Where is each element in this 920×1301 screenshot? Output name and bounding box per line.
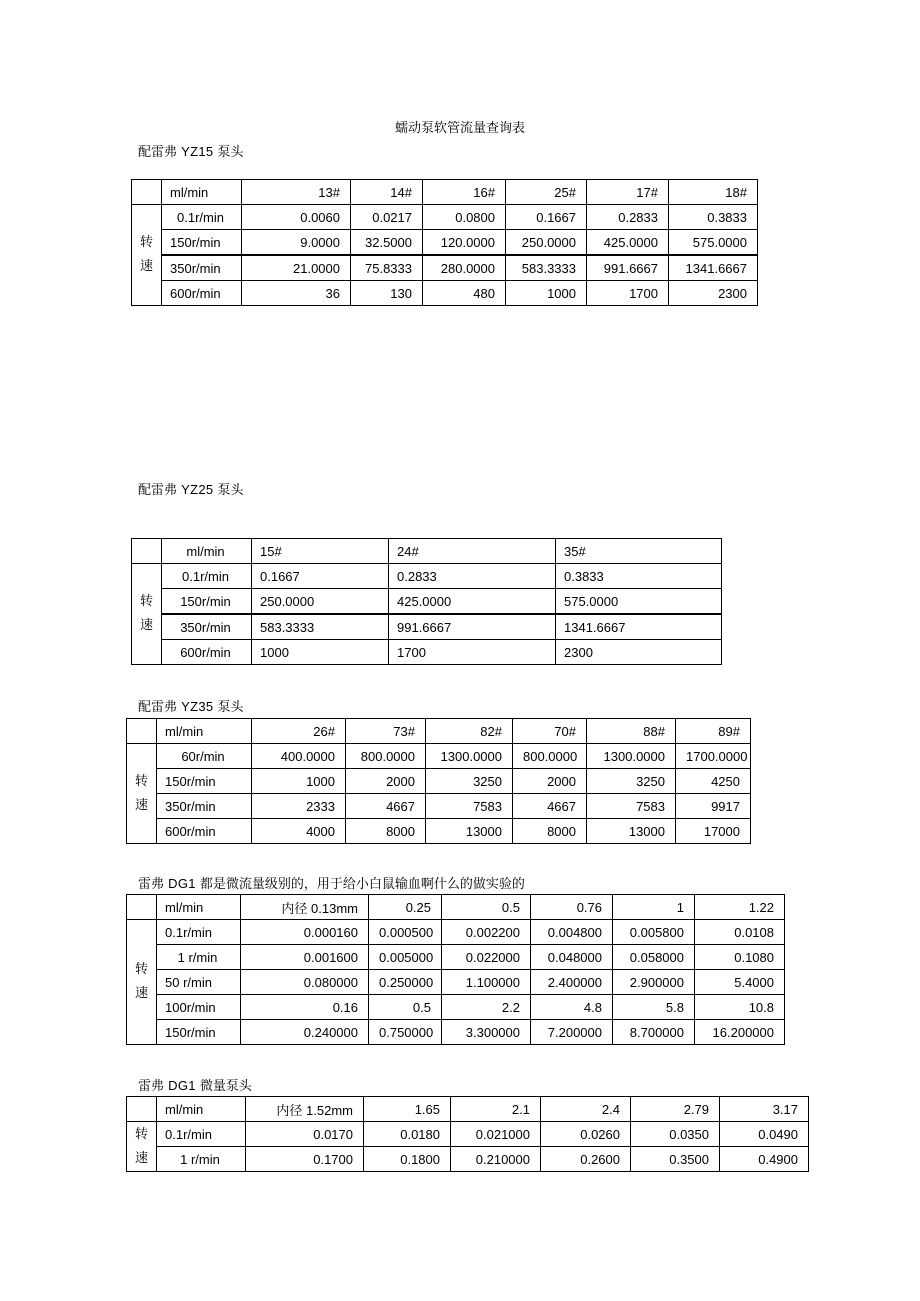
table-cell: 0.0108	[695, 920, 785, 945]
table-row	[132, 589, 722, 615]
speed-side-label: 转 速	[127, 744, 157, 844]
table-cell: 2333	[252, 794, 346, 819]
table-cell: 5.8	[613, 995, 695, 1020]
column-header: 3.17	[720, 1097, 809, 1122]
table-cell: 0.2833	[389, 564, 556, 589]
unit-label: ml/min	[162, 539, 252, 564]
table-cell: 0.002200	[442, 920, 531, 945]
column-header: 17#	[587, 180, 669, 205]
speed-side-label: 转 速	[127, 1122, 157, 1172]
table-cell: 0.1700	[246, 1147, 364, 1172]
table-header-row	[127, 719, 751, 744]
table-cell: 8.700000	[613, 1020, 695, 1045]
table-cell: 9.0000	[242, 230, 351, 256]
section-caption-yz35	[138, 696, 244, 715]
column-header: 2.4	[541, 1097, 631, 1122]
caption-suffix: 泵头	[213, 700, 244, 715]
table-cell: 800.0000	[513, 744, 587, 769]
table-cell: 0.022000	[442, 945, 531, 970]
table-cell: 400.0000	[252, 744, 346, 769]
table-cell: 0.005800	[613, 920, 695, 945]
flow-table-yz15	[131, 179, 758, 306]
table-row	[127, 744, 751, 769]
table-cell: 2000	[513, 769, 587, 794]
column-header: 内径 1.52mm	[246, 1097, 364, 1122]
flow-table-yz35	[126, 718, 751, 844]
flow-table-dg1-micro	[126, 1096, 809, 1172]
table-cell: 2.900000	[613, 970, 695, 995]
table-cell: 2.2	[442, 995, 531, 1020]
table-row	[127, 1020, 785, 1045]
caption-model: YZ35	[181, 699, 214, 714]
column-header: 0.5	[442, 895, 531, 920]
table-cell: 0.004800	[531, 920, 613, 945]
table-row	[132, 614, 722, 640]
caption-prefix: 配雷弗	[138, 483, 182, 498]
table-row	[127, 970, 785, 995]
speed-label: 150r/min	[157, 1020, 241, 1045]
table-cell: 0.240000	[241, 1020, 369, 1045]
speed-label: 0.1r/min	[157, 1122, 246, 1147]
table-cell: 991.6667	[389, 614, 556, 640]
speed-label: 1 r/min	[157, 945, 241, 970]
table-cell: 583.3333	[252, 614, 389, 640]
caption-suffix: 泵头	[213, 483, 244, 498]
table-cell: 9917	[676, 794, 751, 819]
table-cell: 1300.0000	[426, 744, 513, 769]
table-cell: 0.080000	[241, 970, 369, 995]
table-cell: 575.0000	[556, 589, 722, 615]
column-header: 2.79	[631, 1097, 720, 1122]
column-header: 1	[613, 895, 695, 920]
table-cell: 583.3333	[506, 255, 587, 281]
corner-cell	[132, 539, 162, 564]
table-cell: 425.0000	[389, 589, 556, 615]
table-cell: 0.1800	[364, 1147, 451, 1172]
table-cell: 0.0490	[720, 1122, 809, 1147]
unit-label: ml/min	[157, 1097, 246, 1122]
column-header: 1.65	[364, 1097, 451, 1122]
table-cell: 1.100000	[442, 970, 531, 995]
column-header: 35#	[556, 539, 722, 564]
table-cell: 0.021000	[451, 1122, 541, 1147]
table-cell: 7583	[426, 794, 513, 819]
column-header: 89#	[676, 719, 751, 744]
table-cell: 36	[242, 281, 351, 306]
speed-label: 0.1r/min	[162, 205, 242, 230]
table-cell: 10.8	[695, 995, 785, 1020]
table-cell: 4.8	[531, 995, 613, 1020]
speed-side-label: 转 速	[132, 205, 162, 306]
table-row	[127, 769, 751, 794]
table-cell: 8000	[346, 819, 426, 844]
table-cell: 0.000160	[241, 920, 369, 945]
table-cell: 1700	[389, 640, 556, 665]
table-cell: 1700	[587, 281, 669, 306]
table-cell: 8000	[513, 819, 587, 844]
table-cell: 3250	[426, 769, 513, 794]
flow-table-yz25	[131, 538, 722, 665]
unit-label: ml/min	[157, 895, 241, 920]
table-cell: 1000	[252, 640, 389, 665]
page-title: 蠕动泵软管流量查询表	[394, 121, 525, 136]
table-cell: 0.3833	[556, 564, 722, 589]
table-cell: 0.5	[369, 995, 442, 1020]
speed-label: 150r/min	[162, 230, 242, 256]
column-header: 73#	[346, 719, 426, 744]
table-cell: 2.400000	[531, 970, 613, 995]
table-cell: 280.0000	[423, 255, 506, 281]
table-cell: 0.1080	[695, 945, 785, 970]
table-row	[127, 920, 785, 945]
section-caption-yz25	[138, 479, 244, 498]
table-cell: 1000	[252, 769, 346, 794]
flow-table-dg1	[126, 894, 785, 1045]
table-cell: 991.6667	[587, 255, 669, 281]
speed-label: 0.1r/min	[162, 564, 252, 589]
table-cell: 0.1667	[506, 205, 587, 230]
table-cell: 0.1667	[252, 564, 389, 589]
table-cell: 0.058000	[613, 945, 695, 970]
speed-side-label: 转 速	[132, 564, 162, 665]
section-caption-yz15	[138, 141, 244, 160]
column-header: 16#	[423, 180, 506, 205]
caption-prefix: 配雷弗	[138, 700, 182, 715]
caption-model: DG1	[168, 1078, 196, 1093]
table-header-row	[127, 895, 785, 920]
table-cell: 3250	[587, 769, 676, 794]
corner-cell	[127, 719, 157, 744]
table-cell: 2300	[669, 281, 758, 306]
column-header: 1.22	[695, 895, 785, 920]
corner-cell	[127, 1097, 157, 1122]
caption-prefix: 配雷弗	[138, 145, 182, 160]
speed-label: 50 r/min	[157, 970, 241, 995]
table-cell: 0.210000	[451, 1147, 541, 1172]
table-cell: 0.0180	[364, 1122, 451, 1147]
speed-label: 350r/min	[162, 614, 252, 640]
column-header: 15#	[252, 539, 389, 564]
table-cell: 13000	[426, 819, 513, 844]
speed-label: 100r/min	[157, 995, 241, 1020]
table-cell: 120.0000	[423, 230, 506, 256]
table-cell: 0.4900	[720, 1147, 809, 1172]
caption-suffix: 都是微流量级别的，用于给小白鼠输血啊什么的做实验的	[195, 877, 525, 892]
table-header-row	[127, 1097, 809, 1122]
table-cell: 17000	[676, 819, 751, 844]
column-header: 14#	[351, 180, 423, 205]
table-cell: 0.0800	[423, 205, 506, 230]
caption-model: YZ15	[181, 144, 214, 159]
column-header: 25#	[506, 180, 587, 205]
table-cell: 1700.0000	[676, 744, 751, 769]
table-cell: 480	[423, 281, 506, 306]
table-cell: 7583	[587, 794, 676, 819]
table-cell: 16.200000	[695, 1020, 785, 1045]
column-header: 18#	[669, 180, 758, 205]
table-row	[132, 640, 722, 665]
speed-label: 350r/min	[162, 255, 242, 281]
speed-label: 600r/min	[157, 819, 252, 844]
column-header: 24#	[389, 539, 556, 564]
column-header: 0.25	[369, 895, 442, 920]
table-cell: 1341.6667	[556, 614, 722, 640]
table-cell: 1000	[506, 281, 587, 306]
table-cell: 0.250000	[369, 970, 442, 995]
table-cell: 0.0170	[246, 1122, 364, 1147]
column-header: 2.1	[451, 1097, 541, 1122]
speed-label: 1 r/min	[157, 1147, 246, 1172]
table-cell: 3.300000	[442, 1020, 531, 1045]
table-cell: 1300.0000	[587, 744, 676, 769]
speed-label: 600r/min	[162, 281, 242, 306]
table-row	[132, 205, 758, 230]
table-cell: 4667	[513, 794, 587, 819]
table-cell: 13000	[587, 819, 676, 844]
table-cell: 0.0260	[541, 1122, 631, 1147]
speed-side-label: 转 速	[127, 920, 157, 1045]
caption-suffix: 泵头	[213, 145, 244, 160]
table-row	[127, 945, 785, 970]
table-row	[127, 995, 785, 1020]
table-cell: 0.001600	[241, 945, 369, 970]
table-cell: 5.4000	[695, 970, 785, 995]
table-cell: 0.2600	[541, 1147, 631, 1172]
table-cell: 1341.6667	[669, 255, 758, 281]
speed-label: 60r/min	[157, 744, 252, 769]
table-row	[132, 281, 758, 306]
table-cell: 4250	[676, 769, 751, 794]
column-header: 内径 0.13mm	[241, 895, 369, 920]
speed-label: 0.1r/min	[157, 920, 241, 945]
table-cell: 4667	[346, 794, 426, 819]
table-cell: 2000	[346, 769, 426, 794]
section-caption-dg1	[138, 873, 525, 892]
table-cell: 4000	[252, 819, 346, 844]
table-cell: 0.3500	[631, 1147, 720, 1172]
table-cell: 2300	[556, 640, 722, 665]
table-row	[132, 255, 758, 281]
caption-model: DG1	[168, 876, 196, 891]
table-cell: 32.5000	[351, 230, 423, 256]
table-row	[132, 230, 758, 256]
column-header: 70#	[513, 719, 587, 744]
unit-label: ml/min	[157, 719, 252, 744]
caption-model: YZ25	[181, 482, 214, 497]
table-cell: 0.048000	[531, 945, 613, 970]
table-cell: 0.005000	[369, 945, 442, 970]
table-row	[127, 1122, 809, 1147]
caption-prefix: 雷弗	[138, 1079, 169, 1094]
speed-label: 600r/min	[162, 640, 252, 665]
caption-suffix: 微量泵头	[195, 1079, 252, 1094]
table-row	[132, 564, 722, 589]
table-cell: 21.0000	[242, 255, 351, 281]
column-header: 88#	[587, 719, 676, 744]
table-row	[127, 794, 751, 819]
corner-cell	[127, 895, 157, 920]
speed-label: 350r/min	[157, 794, 252, 819]
table-row	[127, 819, 751, 844]
column-header: 82#	[426, 719, 513, 744]
table-cell: 7.200000	[531, 1020, 613, 1045]
corner-cell	[132, 180, 162, 205]
column-header: 13#	[242, 180, 351, 205]
table-cell: 250.0000	[506, 230, 587, 256]
table-cell: 0.750000	[369, 1020, 442, 1045]
table-cell: 800.0000	[346, 744, 426, 769]
table-cell: 0.000500	[369, 920, 442, 945]
table-cell: 0.16	[241, 995, 369, 1020]
table-cell: 75.8333	[351, 255, 423, 281]
unit-label: ml/min	[162, 180, 242, 205]
table-cell: 0.0217	[351, 205, 423, 230]
speed-label: 150r/min	[162, 589, 252, 615]
table-cell: 0.2833	[587, 205, 669, 230]
table-row	[127, 1147, 809, 1172]
table-cell: 0.0350	[631, 1122, 720, 1147]
table-cell: 250.0000	[252, 589, 389, 615]
column-header: 0.76	[531, 895, 613, 920]
section-caption-dg1-micro	[138, 1075, 252, 1094]
table-cell: 130	[351, 281, 423, 306]
column-header: 26#	[252, 719, 346, 744]
table-cell: 575.0000	[669, 230, 758, 256]
speed-label: 150r/min	[157, 769, 252, 794]
caption-prefix: 雷弗	[138, 877, 169, 892]
table-header-row	[132, 539, 722, 564]
table-header-row	[132, 180, 758, 205]
table-cell: 0.3833	[669, 205, 758, 230]
table-cell: 0.0060	[242, 205, 351, 230]
table-cell: 425.0000	[587, 230, 669, 256]
